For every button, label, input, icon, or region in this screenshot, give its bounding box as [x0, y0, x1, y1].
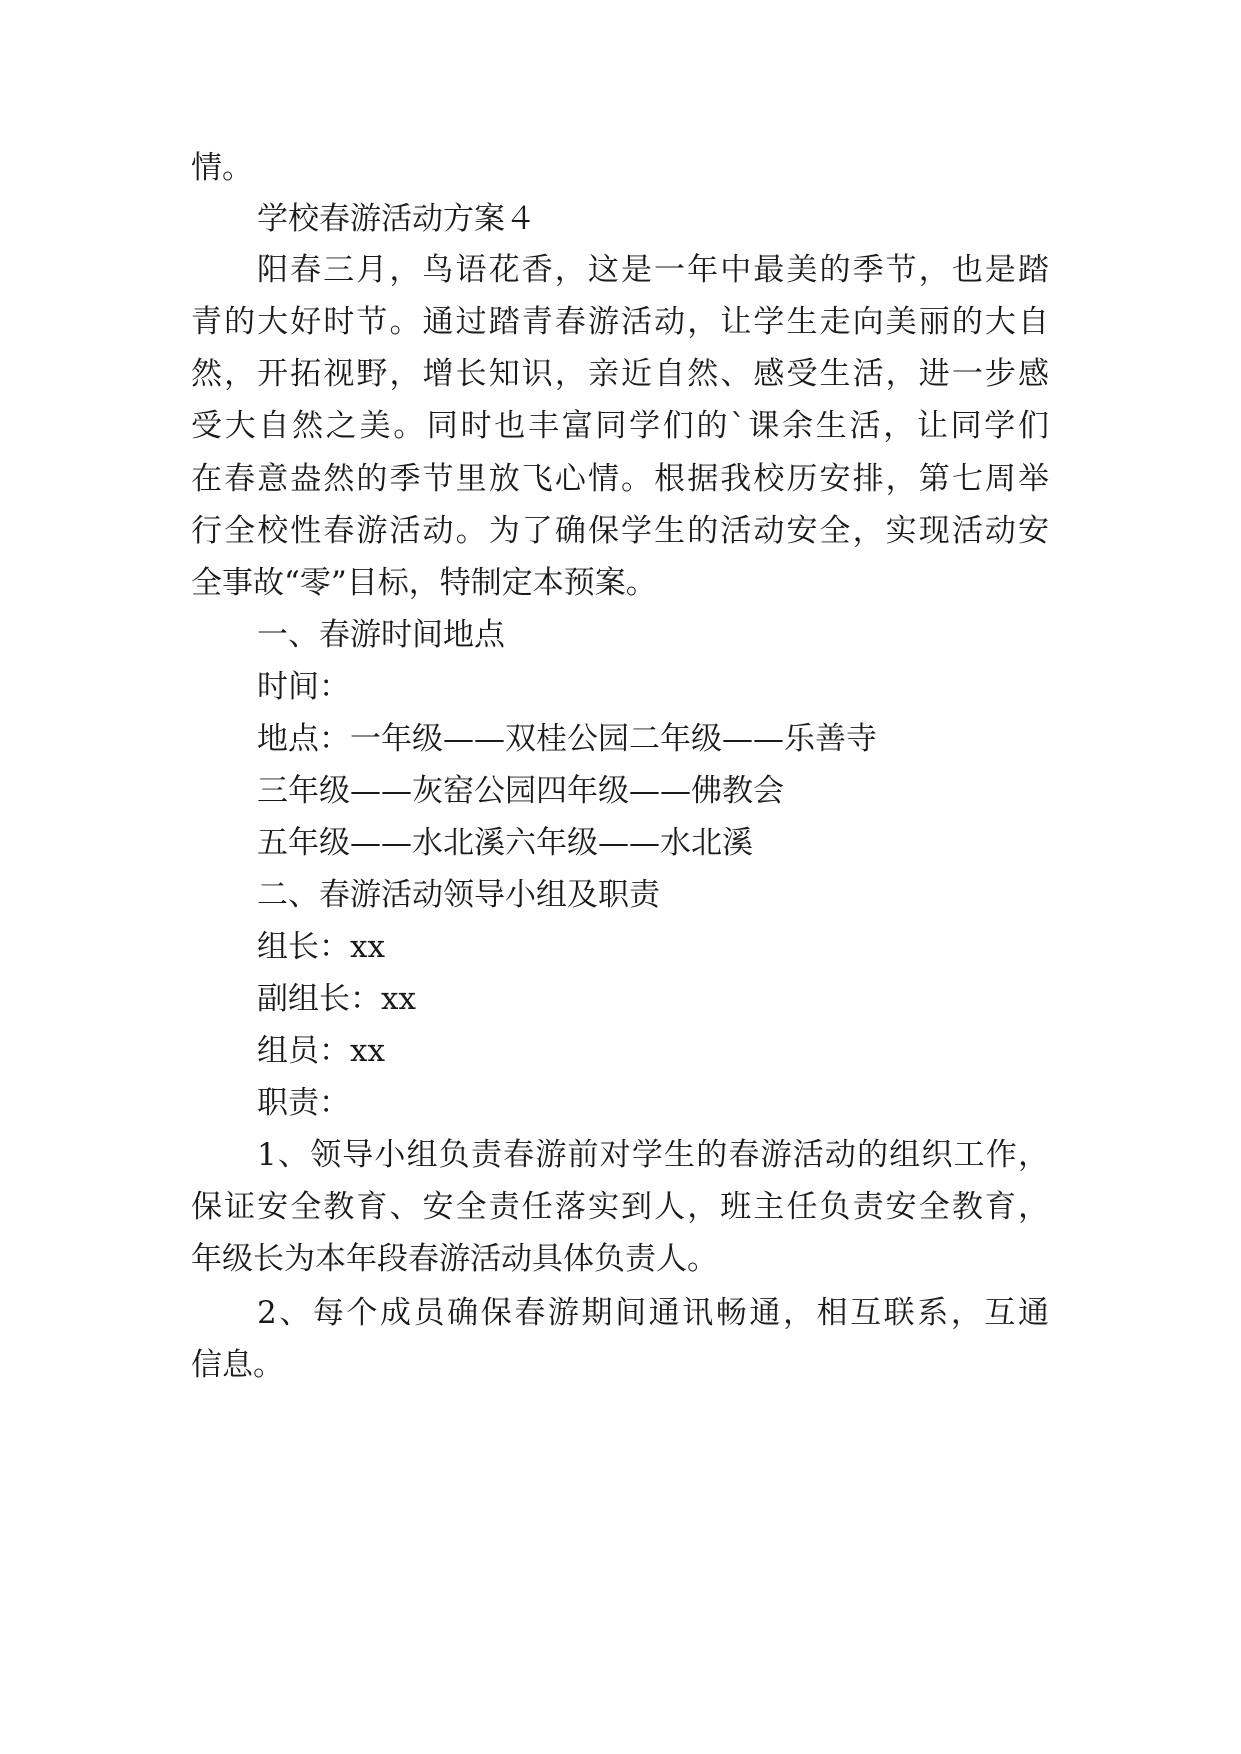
paragraph-line: 然，开拓视野，增长知识，亲近自然、感受生活，进一步感 [191, 356, 1049, 392]
paragraph-line: 青的大好时节。通过踏青春游活动，让学生走向美丽的大自 [191, 304, 1049, 340]
text-line: 五年级——水北溪六年级——水北溪 [257, 825, 753, 861]
paragraph-line: 1、领导小组负责春游前对学生的春游活动的组织工作， [257, 1137, 1049, 1173]
paragraph-line: 保证安全教育、安全责任落实到人，班主任负责安全教育， [191, 1189, 1049, 1225]
paragraph-line: 年级长为本年段春游活动具体负责人。 [191, 1241, 718, 1277]
text-line: 组员：xx [257, 1033, 385, 1069]
text-line: 情。 [191, 150, 253, 186]
paragraph-line: 全事故“零”目标，特制定本预案。 [191, 565, 657, 601]
paragraph-line: 受大自然之美。同时也丰富同学们的`课余生活，让同学们 [191, 408, 1049, 444]
heading-line: 二、春游活动领导小组及职责 [257, 877, 660, 913]
text-line: 组长：xx [257, 929, 385, 965]
section-title: 学校春游活动方案４ [257, 201, 536, 237]
paragraph-line: 阳春三月，鸟语花香，这是一年中最美的季节，也是踏 [257, 252, 1049, 288]
paragraph-line: 信息。 [191, 1347, 284, 1383]
paragraph-line: 行全校性春游活动。为了确保学生的活动安全，实现活动安 [191, 513, 1049, 549]
text-line: 职责： [257, 1085, 350, 1121]
paragraph-line: 2、每个成员确保春游期间通讯畅通，相互联系，互通 [257, 1295, 1049, 1331]
text-line: 地点：一年级——双桂公园二年级——乐善寺 [257, 721, 877, 757]
heading-line: 一、春游时间地点 [257, 617, 505, 653]
text-line: 副组长：xx [257, 981, 416, 1017]
text-line: 时间： [257, 669, 350, 705]
text-line: 三年级——灰窑公园四年级——佛教会 [257, 773, 784, 809]
paragraph-line: 在春意盎然的季节里放飞心情。根据我校历安排，第七周举 [191, 461, 1049, 497]
